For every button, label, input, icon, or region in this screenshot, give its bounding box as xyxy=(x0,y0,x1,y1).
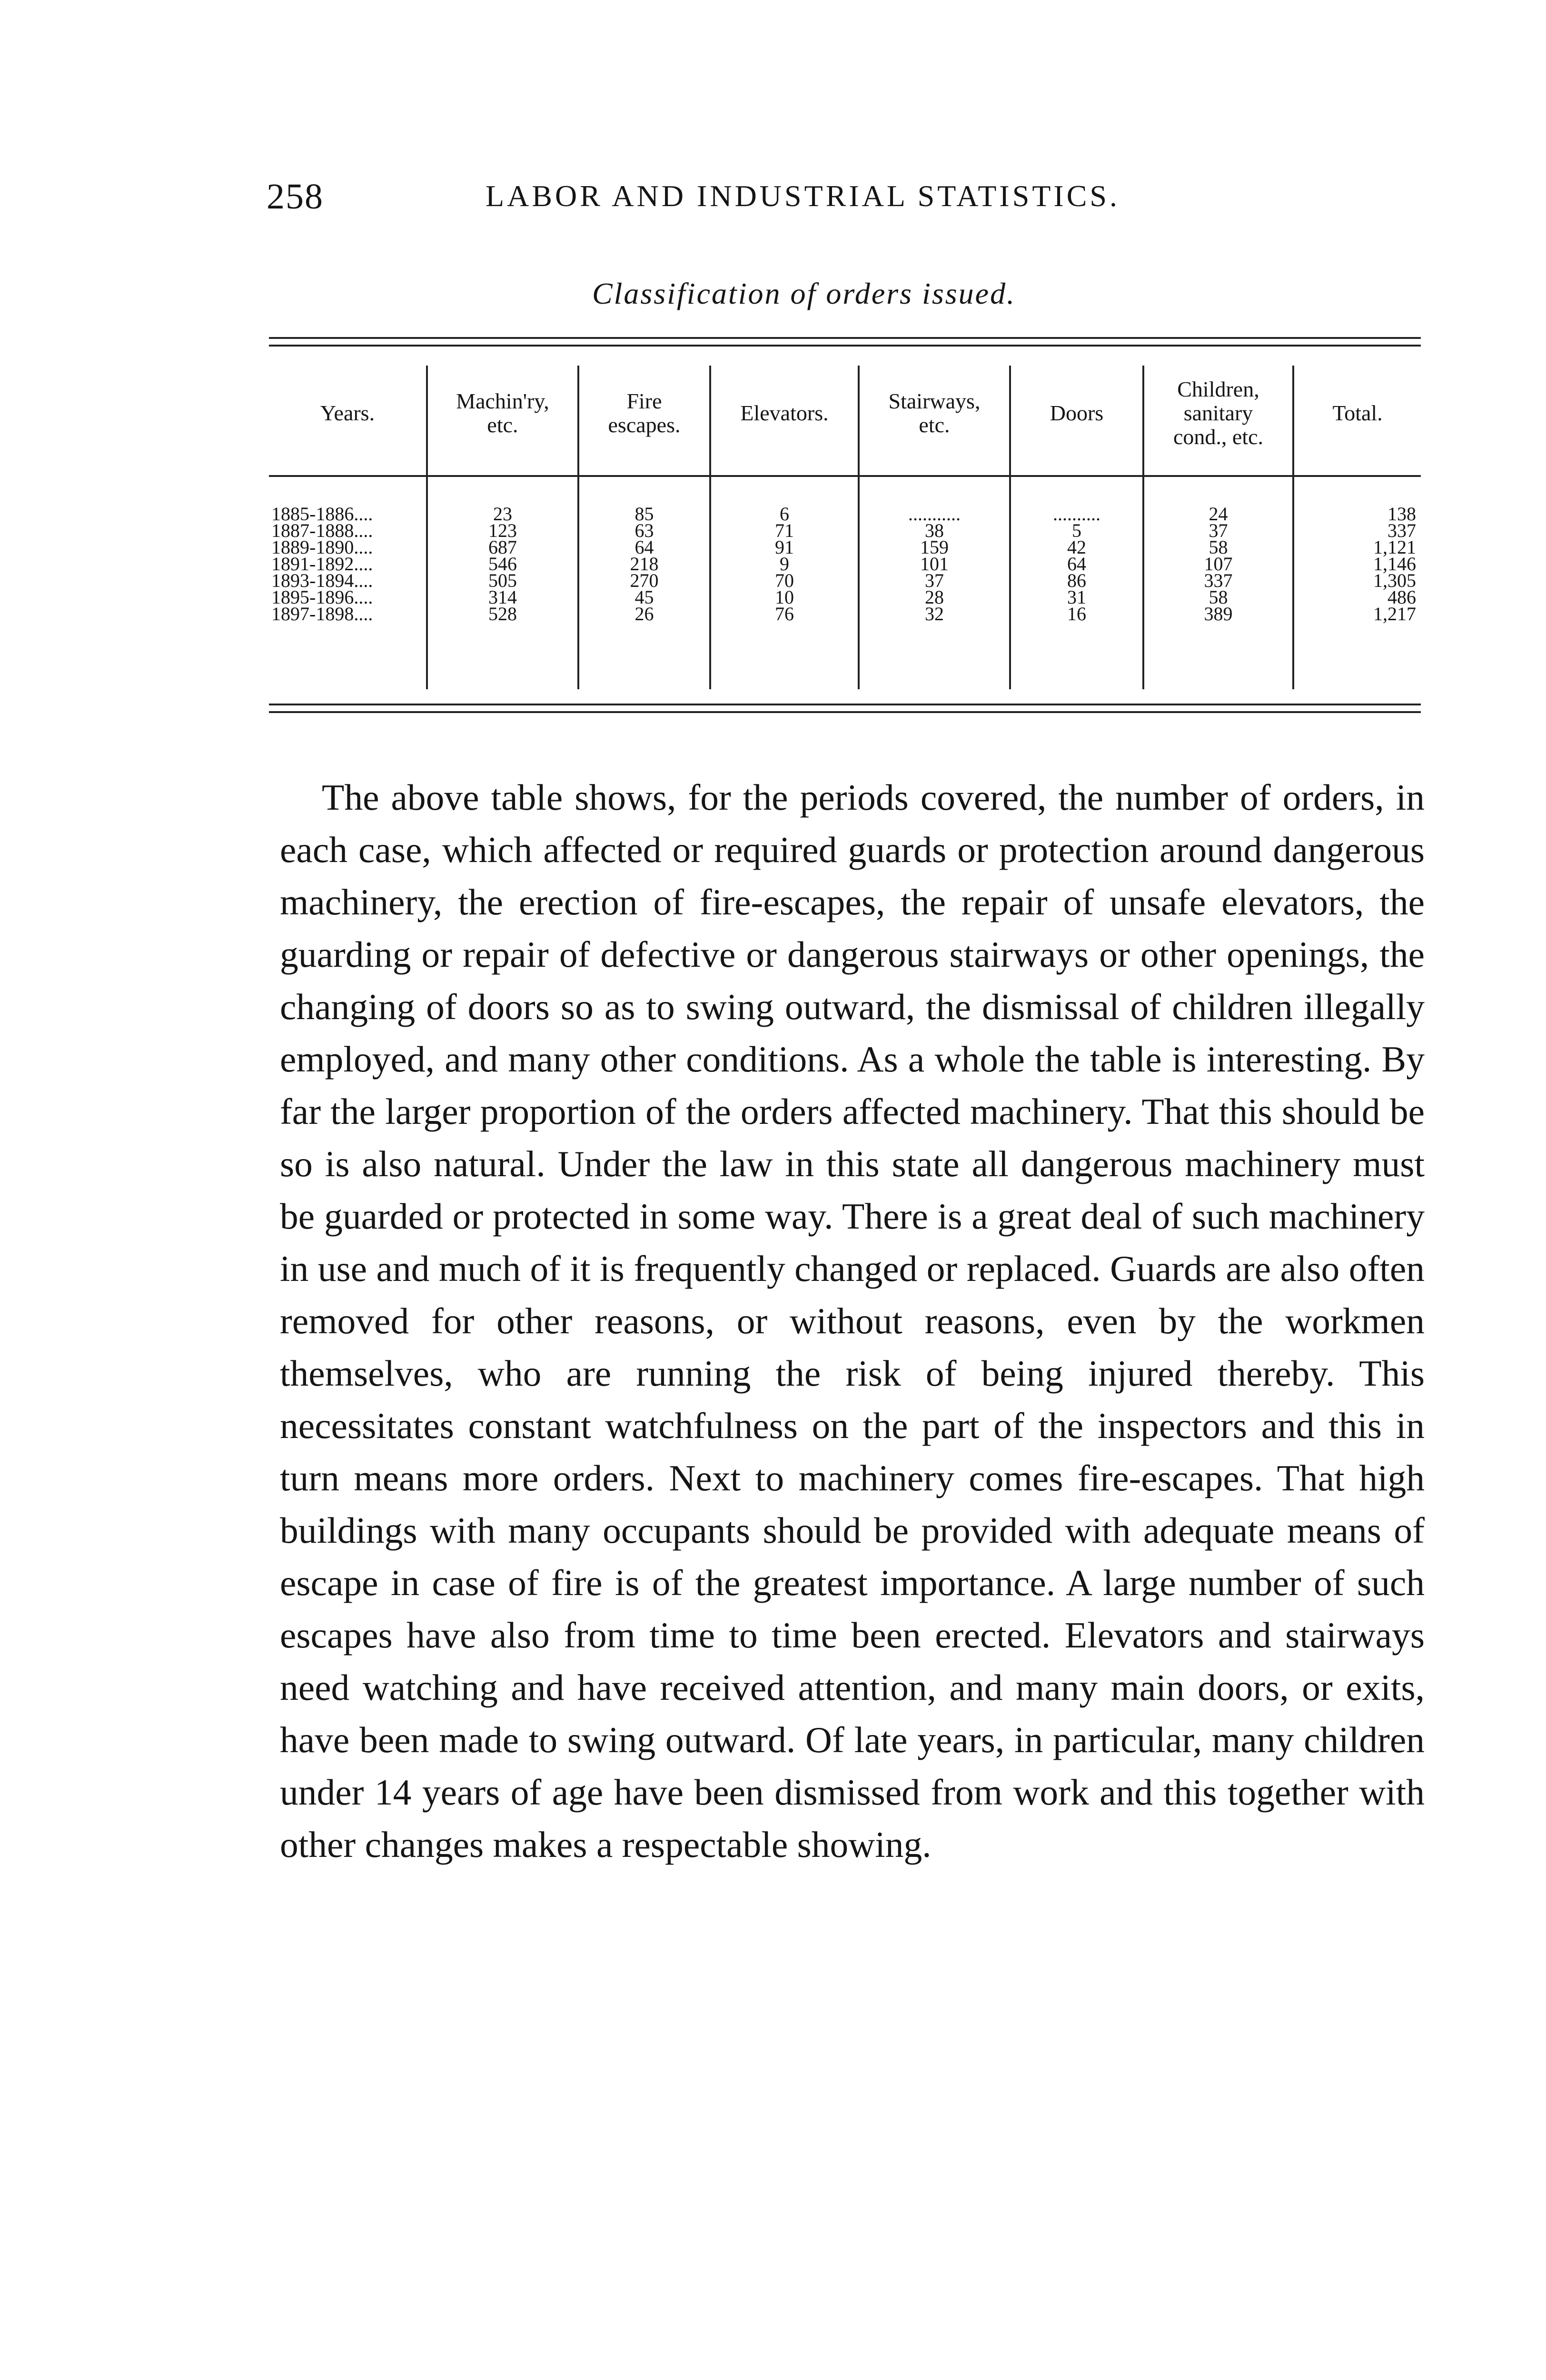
table-cell: 101 xyxy=(920,553,949,575)
table-cell: 10 xyxy=(775,586,794,608)
table-cell: 9 xyxy=(780,553,789,575)
table-cell: 58 xyxy=(1209,536,1228,558)
table-cell: 337 xyxy=(1387,520,1416,541)
table-cell: 76 xyxy=(775,603,794,625)
table-cell: ........... xyxy=(908,503,961,525)
table-cell: 1,217 xyxy=(1373,603,1416,625)
table-cell: 16 xyxy=(1067,603,1086,625)
table-cell: 85 xyxy=(634,503,654,525)
orders-table xyxy=(269,337,1421,718)
table-cell: 1,146 xyxy=(1373,553,1416,575)
column-header-children: Children, sanitary cond., etc. xyxy=(1173,377,1264,449)
table-top-rule xyxy=(269,337,1421,339)
column-header-doors: Doors xyxy=(1050,401,1104,425)
year-cell: 1889-1890.... xyxy=(271,536,373,558)
column-header-fire-escapes: Fire escapes. xyxy=(608,389,681,437)
column-header-elevators: Elevators. xyxy=(740,401,829,425)
table-header-rule xyxy=(269,475,1421,477)
table-cell: 31 xyxy=(1067,586,1086,608)
table-cell: 314 xyxy=(488,586,517,608)
table-cell: 505 xyxy=(488,570,517,591)
table-bottom-rule-2 xyxy=(269,711,1421,713)
table-cell: 389 xyxy=(1204,603,1233,625)
table-cell: 58 xyxy=(1209,586,1228,608)
year-cell: 1891-1892.... xyxy=(271,553,373,575)
table-cell: 159 xyxy=(920,536,949,558)
table-cell: 64 xyxy=(1067,553,1086,575)
table-cell: .......... xyxy=(1053,503,1100,525)
table-cell: 24 xyxy=(1209,503,1228,525)
table-cell: 107 xyxy=(1204,553,1233,575)
table-bottom-rule xyxy=(269,704,1421,705)
table-cell: 270 xyxy=(630,570,659,591)
column-header-machinery: Machin'ry, etc. xyxy=(456,389,549,437)
table-cell: 687 xyxy=(488,536,517,558)
table-cell: 23 xyxy=(493,503,512,525)
column-header-stairways: Stairways, etc. xyxy=(888,389,981,437)
table-cell: 26 xyxy=(634,603,654,625)
table-cell: 5 xyxy=(1072,520,1081,541)
running-title: LABOR AND INDUSTRIAL STATISTICS. xyxy=(486,179,1120,213)
body-paragraph: The above table shows, for the periods covered, the number of orders, in each case, which affected or required guards or protection around dangerous machinery, the erection of fire-escapes, the repair of unsafe elevators, the guarding or repair of defective or dangerous stairways or other openings, the changing of doors so as to swing outward, the dismissal of children illegally employed, and many other conditions. As a whole the table is interesting. By far the larger proportion of the orders affected machinery. That this should be so is also natural. Under the law in this state all dangerous machinery must be guarded or protected in some way. There is a great deal of such machinery in use and much of it is frequently changed or replaced. Guards are also often removed for other reasons, or without reasons, even by the workmen themselves, who are running the risk of being injured thereby. This necessitates constant watchfulness on the part of the inspectors and this in turn means more orders. Next to machinery comes fire-escapes. That high buildings with many occupants should be provided with adequate means of escape in case of fire is of the greatest importance. A large number of such escapes have also from time to time been erected. Elevators and stairways need watching and have received attention, and many main doors, or exits, have been made to swing outward. Of late years, in particular, many children under 14 years of age have been dismissed from work and this together with other changes makes a respectable showing. xyxy=(280,777,1425,1865)
table-cell: 63 xyxy=(634,520,654,541)
page-header xyxy=(0,176,1546,224)
table-cell: 71 xyxy=(775,520,794,541)
table-cell: 546 xyxy=(488,553,517,575)
table-cell: 138 xyxy=(1387,503,1416,525)
table-cell: 528 xyxy=(488,603,517,625)
table-cell: 1,121 xyxy=(1373,536,1416,558)
year-cell: 1887-1888.... xyxy=(271,520,373,541)
table-cell: 86 xyxy=(1067,570,1086,591)
table-cell: 32 xyxy=(925,603,944,625)
table-cell: 337 xyxy=(1204,570,1233,591)
year-cell: 1895-1896.... xyxy=(271,586,373,608)
table-cell: 42 xyxy=(1067,536,1086,558)
table-cell: 37 xyxy=(1209,520,1228,541)
table-cell: 38 xyxy=(925,520,944,541)
table-cell: 64 xyxy=(634,536,654,558)
table-cell: 91 xyxy=(775,536,794,558)
year-cell: 1897-1898.... xyxy=(271,603,373,625)
table-caption xyxy=(0,276,1546,311)
table-top-rule-2 xyxy=(269,345,1421,347)
table-cell: 123 xyxy=(488,520,517,541)
column-header-years: Years. xyxy=(320,401,375,425)
table-cell: 6 xyxy=(780,503,789,525)
table-cell: 218 xyxy=(630,553,659,575)
table-cell: 70 xyxy=(775,570,794,591)
page-number: 258 xyxy=(267,177,324,217)
table-cell: 28 xyxy=(925,586,944,608)
table-cell: 486 xyxy=(1387,586,1416,608)
table-cell: 45 xyxy=(634,586,654,608)
table-caption-text: Classification of orders issued. xyxy=(592,277,1016,310)
table-cell: 37 xyxy=(925,570,944,591)
body-text xyxy=(280,771,1425,1871)
year-cell: 1885-1886.... xyxy=(271,503,373,525)
column-header-total: Total. xyxy=(1332,401,1383,425)
table-cell: 1,305 xyxy=(1373,570,1416,591)
table-body xyxy=(269,503,1421,639)
year-cell: 1893-1894.... xyxy=(271,570,373,591)
